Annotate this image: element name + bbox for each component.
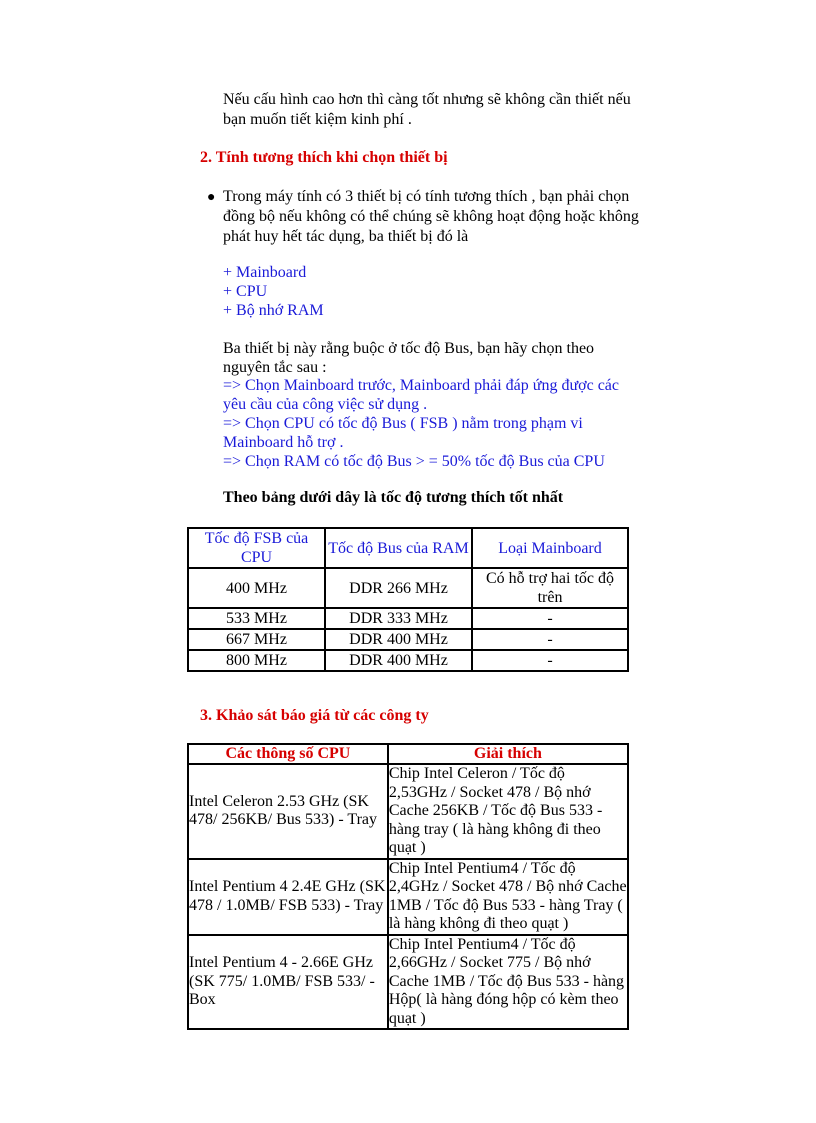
- table-row: [188, 764, 628, 859]
- intro-paragraph: Nếu cấu hình cao hơn thì càng tốt nhưng sẽ không cần thiết nếu bạn muốn tiết kiệm kinh phí .: [223, 91, 631, 128]
- cpu-price-table: [187, 743, 629, 1030]
- column-header: Loại Mainboard: [472, 528, 628, 568]
- table-row: [188, 629, 628, 650]
- compatibility-table: [187, 527, 629, 672]
- table-row: [188, 608, 628, 629]
- rule-item: => Chọn CPU có tốc độ Bus ( FSB ) nằm trong phạm vi Mainboard hỗ trợ .: [223, 415, 583, 451]
- table-cell: 533 MHz: [188, 608, 325, 629]
- table-cell: 400 MHz: [188, 568, 325, 608]
- table-cell: -: [472, 629, 628, 650]
- section-3-heading: 3. Khảo sát báo giá từ các công ty: [200, 707, 429, 724]
- table-cell: -: [472, 608, 628, 629]
- table-row: [188, 650, 628, 671]
- table-cell: DDR 400 MHz: [325, 650, 472, 671]
- rule-item: => Chọn Mainboard trước, Mainboard phải đáp ứng được các yêu cầu của công việc sử dụng .: [223, 377, 619, 413]
- table-cell: Có hỗ trợ hai tốc độ trên: [472, 568, 628, 608]
- table-row: [188, 859, 628, 935]
- device-item: + Bộ nhớ RAM: [223, 302, 324, 319]
- table-cell: Chip Intel Celeron / Tốc độ 2,53GHz / Socket 478 / Bộ nhớ Cache 256KB / Tốc độ Bus 533 - hàng tray ( là hàng không đi theo quạt ): [388, 764, 628, 859]
- bullet-icon: ●: [207, 190, 216, 205]
- table-cell: DDR 400 MHz: [325, 629, 472, 650]
- compatibility-table-title: Theo bảng dưới dây là tốc độ tương thích tốt nhất: [223, 489, 564, 506]
- column-header: Các thông số CPU: [188, 744, 388, 764]
- table-cell: Chip Intel Pentium4 / Tốc độ 2,66GHz / Socket 775 / Bộ nhớ Cache 1MB / Tốc độ Bus 533 - hàng Hộp( là hàng đóng hộp có kèm theo quạt ): [388, 935, 628, 1030]
- table-cell: 800 MHz: [188, 650, 325, 671]
- bullet-paragraph: Trong máy tính có 3 thiết bị có tính tương thích , bạn phải chọn đồng bộ nếu không có thể chúng sẽ không hoạt động hoặc không phát huy hết tác dụng, ba thiết bị đó là: [223, 188, 639, 245]
- rule-item: => Chọn RAM có tốc độ Bus > = 50% tốc độ Bus của CPU: [223, 453, 605, 470]
- table-header-row: [188, 744, 628, 764]
- table-cell: -: [472, 650, 628, 671]
- section-2-heading: 2. Tính tương thích khi chọn thiết bị: [200, 149, 448, 166]
- device-item: + CPU: [223, 283, 268, 300]
- table-cell: DDR 333 MHz: [325, 608, 472, 629]
- device-list: [223, 263, 324, 320]
- table-row: [188, 568, 628, 608]
- table-cell: Intel Celeron 2.53 GHz (SK 478/ 256KB/ Bus 533) - Tray: [188, 764, 388, 859]
- constraint-paragraph: Ba thiết bị này rằng buộc ở tốc độ Bus, bạn hãy chọn theo nguyên tắc sau :: [223, 340, 595, 376]
- table-cell: 667 MHz: [188, 629, 325, 650]
- table-cell: DDR 266 MHz: [325, 568, 472, 608]
- table-cell: Intel Pentium 4 2.4E GHz (SK 478 / 1.0MB/ FSB 533) - Tray: [188, 859, 388, 935]
- column-header: Tốc độ FSB của CPU: [188, 528, 325, 568]
- rules-list: [223, 376, 643, 471]
- table-cell: Chip Intel Pentium4 / Tốc độ 2,4GHz / Socket 478 / Bộ nhớ Cache 1MB / Tốc độ Bus 533 - hàng Tray ( là hàng không đi theo quạt ): [388, 859, 628, 935]
- table-row: [188, 935, 628, 1030]
- column-header: Tốc độ Bus của RAM: [325, 528, 472, 568]
- column-header: Giải thích: [388, 744, 628, 764]
- table-header-row: [188, 528, 628, 568]
- table-cell: Intel Pentium 4 - 2.66E GHz (SK 775/ 1.0MB/ FSB 533/ - Box: [188, 935, 388, 1030]
- device-item: + Mainboard: [223, 264, 307, 281]
